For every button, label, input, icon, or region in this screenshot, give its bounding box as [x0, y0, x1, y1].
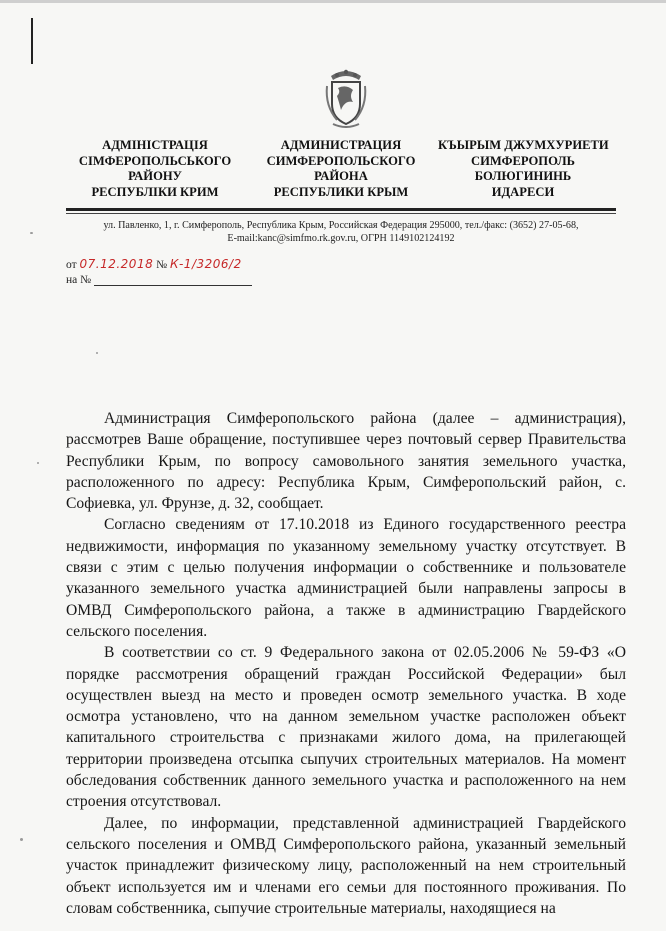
- header-russian-line: РАЙОНА: [314, 169, 368, 183]
- header-ukrainian: [70, 138, 240, 200]
- header-russian-line: АДМИНИСТРАЦИЯ: [280, 138, 402, 152]
- header-crimean-tatar: [438, 138, 608, 200]
- header-crimean-tatar-line: СИМФЕРОПОЛЬ: [471, 153, 575, 168]
- address-line: ул. Павленко, 1, г. Симферополь, Республика Крым, Российская Федерация 295000, тел./факс: (3652) 27-05-68,: [103, 220, 579, 231]
- handwritten-date: 07.12.2018: [79, 257, 154, 271]
- crimea-coat-of-arms-icon: [323, 66, 369, 130]
- scan-speck: [96, 352, 98, 354]
- address-email-line: E-mail:kanc@simfmo.rk.gov.ru, ОГРН 1149102124192: [227, 233, 455, 244]
- header-crimean-tatar-line: ИДАРЕСИ: [491, 184, 555, 199]
- scan-speck: [30, 232, 33, 234]
- header-crimean-tatar-line: КЪЫРЫМ ДЖУМХУРИЕТИ: [438, 138, 609, 152]
- header-russian: [258, 138, 424, 200]
- header-russian-line: СИМФЕРОПОЛЬСКОГО: [266, 153, 416, 168]
- header-ukrainian-line: СІМФЕРОПОЛЬСЬКОГО: [78, 153, 232, 168]
- header-crimean-tatar-line: БОЛЮГИНИНЬ: [474, 169, 572, 183]
- header-russian-line: РЕСПУБЛИКИ КРЫМ: [273, 184, 409, 199]
- letter-body: [66, 408, 626, 919]
- address-block: [66, 219, 616, 245]
- number-label: №: [156, 259, 168, 271]
- body-paragraph: Согласно сведениям от 17.10.2018 из Единого государственного реестра недвижимости, информация по указанному земельному участку отсутствует. В связи с этим с целью получения информации о собственнике и пользователе указанного земельного участка администрацией были направлены запросы в ОМВД Симферопольского района, а также в администрацию Гвардейского сельского поселения.: [66, 516, 626, 640]
- header-ukrainian-line: АДМІНІСТРАЦІЯ: [102, 138, 208, 152]
- header-ukrainian-line: РЕСПУБЛІКИ КРИМ: [91, 184, 219, 199]
- body-paragraph: Далее, по информации, представленной администрацией Гвардейского сельского поселения и ОМВД Симферопольского района, указанный земельный участок принадлежит физическому лицу, расположенный на нем строительный объект используется им и членами его семьи для постоянного проживания. По словам собственника, сыпучие строительные материалы, находящиеся на: [66, 814, 626, 917]
- body-paragraph: В соответствии со ст. 9 Федерального закона от 02.05.2006 № 59-ФЗ «О порядке рассмотрения обращений граждан Российской Федерации» был осуществлен выезд на место и проведен осмотр земельного участка. В ходе осмотра установлено, что на данном земельном участке расположен объект капитального строительства с признаками жилого дома, на прилегающей территории произведена отсыпка сыпучих строительных материалов. На момент обследования собственник данного земельного участка и расположенного на нем строения отсутствовал.: [66, 644, 626, 811]
- header-divider-thin: [66, 213, 616, 214]
- reference-blank-line: [94, 273, 252, 286]
- incoming-reference: [66, 273, 252, 286]
- outgoing-reference: [66, 257, 242, 271]
- handwritten-number: К-1/3206/2: [169, 257, 242, 271]
- to-label: на №: [66, 274, 92, 286]
- header-divider-thick: [66, 208, 616, 211]
- from-label: от: [66, 259, 77, 271]
- scan-edge: [0, 0, 666, 3]
- body-paragraph: Администрация Симферопольского района (далее – администрация), рассмотрев Ваше обращение, поступившее через почтовый сервер Правительства Республики Крым, по вопросу самовольного занятия земельного участка, расположенного по адресу: Республика Крым, Симферопольский район, с. Софиевка, ул. Фрунзе, д. 32, сообщает.: [66, 410, 626, 513]
- header-ukrainian-line: РАЙОНУ: [128, 169, 182, 183]
- scan-speck: [20, 838, 23, 841]
- margin-mark: [31, 18, 33, 64]
- scan-speck: [37, 462, 39, 464]
